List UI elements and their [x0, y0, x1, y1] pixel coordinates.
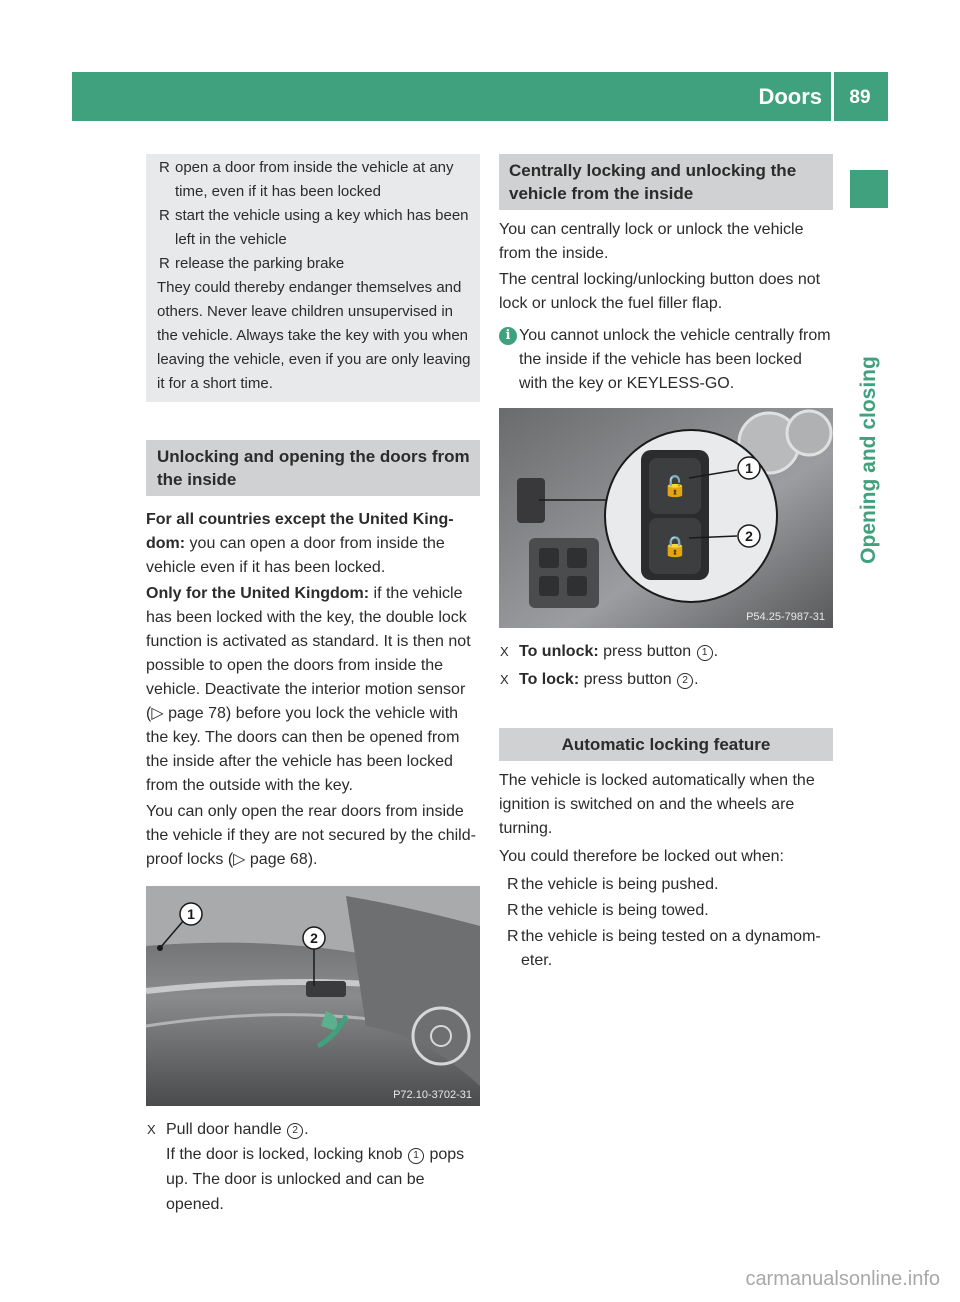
central-lock-illustration — [499, 408, 833, 628]
callout-2-label: 2 — [310, 930, 318, 946]
svg-text:🔓: 🔓 — [662, 474, 688, 498]
svg-text:🔒: 🔒 — [662, 534, 688, 558]
header-section-title: Doors — [758, 84, 822, 109]
step-unlock: X To unlock: press button 1 . — [499, 640, 833, 664]
warning-box — [146, 154, 480, 402]
paragraph-fuel-flap: The central locking/unlocking button does not lock or unlock the fuel filler flap. — [499, 271, 821, 312]
paragraph-locked-out: You could therefore be locked out when: — [499, 848, 784, 865]
header-divider — [831, 72, 834, 121]
door-panel-illustration — [146, 886, 480, 1106]
info-icon: i — [499, 327, 517, 345]
figure-code: P54.25-7987-31 — [746, 611, 825, 623]
paragraph-all-countries: For all countries except the United King-dom: you can open a door from inside the vehicle even if it has been locked. — [146, 511, 454, 576]
door-handle-figure — [146, 886, 480, 1106]
section-heading-central-locking: Centrally locking and unlocking the vehicle from the inside — [499, 154, 833, 210]
side-tab-marker — [850, 170, 888, 208]
warning-bullet: R start the vehicle using a key which has been left in the vehicle — [159, 207, 469, 248]
step-arrow-icon: X — [500, 672, 509, 687]
right-column — [499, 154, 833, 973]
callout-1-label: 1 — [745, 460, 753, 476]
step-arrow-icon: X — [500, 644, 509, 659]
paragraph-central-lock: You can centrally lock or unlock the vehicle from the inside. — [499, 221, 804, 262]
step-arrow-icon: X — [147, 1122, 156, 1137]
figure-code: P72.10-3702-31 — [393, 1089, 472, 1101]
section-heading-automatic-locking: Automatic locking feature — [499, 728, 833, 761]
step-lock: X To lock: press button 2 . — [499, 668, 833, 692]
left-column — [146, 154, 480, 1217]
paragraph-united-kingdom: Only for the United Kingdom: if the vehicle has been locked with the key, the double lock function is activated as standard. It is then not possible to open the doors from inside the vehicle. Deactivate the interior motion sensor (▷ page 78) before you lock the vehicle with the key. The doors can then be opened from the inside after the vehicle has been locked from the outside with the key. — [146, 585, 471, 794]
list-item: R the vehicle is being tested on a dynamom-eter. — [507, 928, 821, 969]
callout-2-label: 2 — [745, 528, 753, 544]
paragraph-auto-lock: The vehicle is locked automatically when the ignition is switched on and the wheels are turning. — [499, 772, 815, 837]
step-result: If the door is locked, locking knob 1 pops up. The door is unlocked and can be opened. — [166, 1146, 465, 1213]
list-item: R the vehicle is being towed. — [507, 902, 709, 919]
side-chapter-title: Opening and closing — [857, 356, 880, 564]
paragraph-rear-doors: You can only open the rear doors from inside the vehicle if they are not secured by the child-proof locks (▷ page 68). — [146, 803, 476, 868]
step-pull-door-handle: X Pull door handle 2 . — [146, 1118, 480, 1142]
page-number: 89 — [849, 87, 871, 108]
central-lock-figure — [499, 408, 833, 628]
warning-bullet: R open a door from inside the vehicle at any time, even if it has been locked — [159, 159, 454, 200]
list-item: R the vehicle is being pushed. — [507, 876, 719, 893]
warning-text: They could thereby endanger themselves and others. Never leave children unsupervised in the vehicle. Always take the key with you when leaving the vehicle, even if you are only leaving it for a short time. — [157, 279, 471, 392]
callout-1-label: 1 — [187, 906, 195, 922]
section-heading-unlocking: Unlocking and opening the doors from the inside — [146, 440, 480, 496]
watermark: carmanualsonline.info — [745, 1268, 940, 1290]
warning-bullet: R release the parking brake — [159, 255, 345, 272]
info-note: i You cannot unlock the vehicle centrally from the inside if the vehicle has been locked with the key or KEYLESS-GO. — [499, 324, 833, 396]
